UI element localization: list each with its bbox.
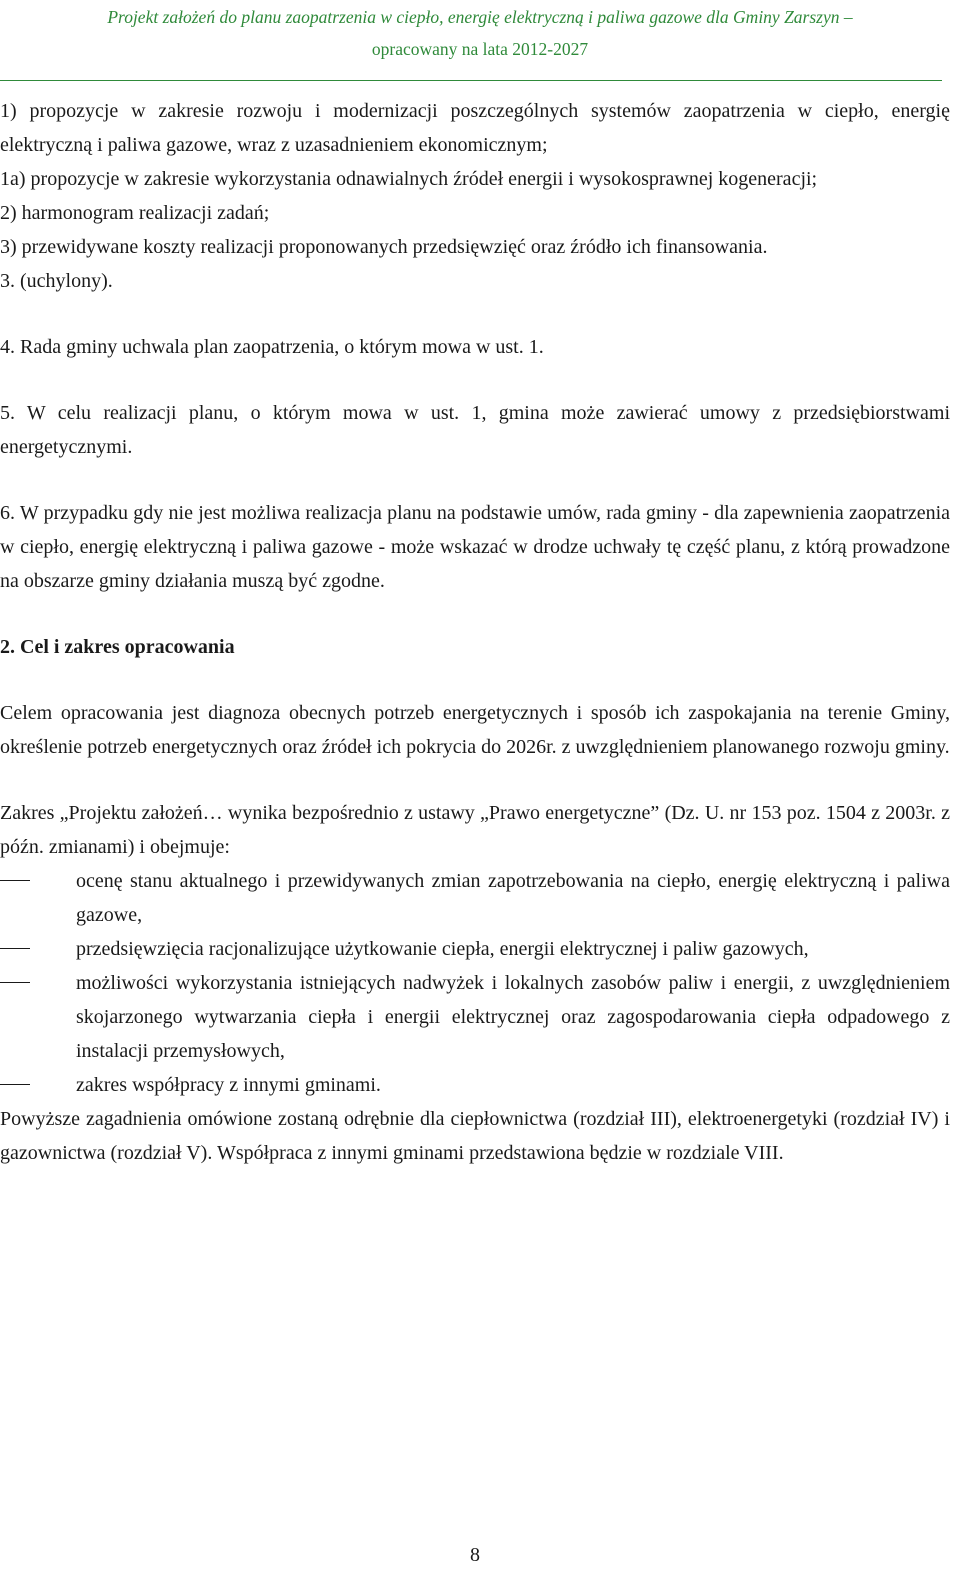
header-divider	[0, 80, 942, 81]
scope-list	[0, 864, 950, 1102]
page-number: 8	[470, 1544, 480, 1566]
paragraph-item-5: 5. W celu realizacji planu, o którym mowa w ust. 1, gmina może zawierać umowy z przedsiębiorstwami energetycznymi.	[0, 402, 950, 458]
section-intro: Celem opracowania jest diagnoza obecnych potrzeb energetycznych i sposób ich zaspokajania na terenie Gminy, określenie potrzeb energetycznych oraz źródeł ich pokrycia do 2026r. z uwzględnieniem planowanego rozwoju gminy.	[0, 702, 950, 758]
paragraph-item-1a: 1a) propozycje w zakresie wykorzystania odnawialnych źródeł energii i wysokosprawnej kogeneracji;	[0, 168, 818, 190]
header-subtitle: opracowany na lata 2012-2027	[371, 39, 589, 59]
paragraph-item-2: 2) harmonogram realizacji zadań;	[0, 202, 270, 224]
running-header	[0, 0, 960, 65]
document-body	[0, 94, 950, 1170]
list-item	[0, 864, 950, 932]
dash-bullet-icon	[0, 948, 30, 949]
list-item	[0, 932, 950, 966]
list-item	[0, 966, 950, 1068]
dash-bullet-icon	[0, 982, 30, 983]
paragraph-item-3-repealed: 3. (uchylony).	[0, 270, 113, 292]
dash-bullet-icon	[0, 1084, 30, 1085]
list-item-text: przedsięwzięcia racjonalizujące użytkowanie ciepła, energii elektrycznej i paliw gazowych,	[76, 938, 809, 960]
header-title: Projekt założeń do planu zaopatrzenia w ciepło, energię elektryczną i paliwa gazowe dla Gminy Zarszyn –	[107, 7, 853, 27]
paragraph-item-4: 4. Rada gminy uchwala plan zaopatrzenia, o którym mowa w ust. 1.	[0, 336, 544, 358]
list-item-text: zakres współpracy z innymi gminami.	[76, 1074, 381, 1096]
section-closing: Powyższe zagadnienia omówione zostaną odrębnie dla ciepłownictwa (rozdział III), elektroenergetyki (rozdział IV) i gazownictwa (rozdział V). Współpraca z innymi gminami przedstawiona będzie w rozdziale VIII.	[0, 1108, 950, 1164]
section-heading: 2. Cel i zakres opracowania	[0, 636, 235, 658]
list-item-text: ocenę stanu aktualnego i przewidywanych zmian zapotrzebowania na ciepło, energię elektryczną i paliwa gazowe,	[76, 870, 950, 926]
paragraph-item-3: 3) przewidywane koszty realizacji proponowanych przedsięwzięć oraz źródło ich finansowania.	[0, 236, 768, 258]
dash-bullet-icon	[0, 880, 30, 881]
list-item	[0, 1068, 950, 1102]
section-scope: Zakres „Projektu założeń… wynika bezpośrednio z ustawy „Prawo energetyczne” (Dz. U. nr 153 poz. 1504 z 2003r. z późn. zmianami) i obejmuje:	[0, 802, 950, 858]
paragraph-item-1: 1) propozycje w zakresie rozwoju i modernizacji poszczególnych systemów zaopatrzenia w ciepło, energię elektryczną i paliwa gazowe, wraz z uzasadnieniem ekonomicznym;	[0, 100, 950, 156]
paragraph-item-6: 6. W przypadku gdy nie jest możliwa realizacja planu na podstawie umów, rada gminy - dla zapewnienia zaopatrzenia w ciepło, energię elektryczną i paliwa gazowe - może wskazać w drodze uchwały tę część planu, z którą prowadzone na obszarze gminy działania muszą być zgodne.	[0, 502, 950, 592]
list-item-text: możliwości wykorzystania istniejących nadwyżek i lokalnych zasobów paliw i energii, z uwzględnieniem skojarzonego wytwarzania ciepła i energii elektrycznej oraz zagospodarowania ciepła odpadowego z instalacji przemysłowych,	[76, 972, 950, 1062]
